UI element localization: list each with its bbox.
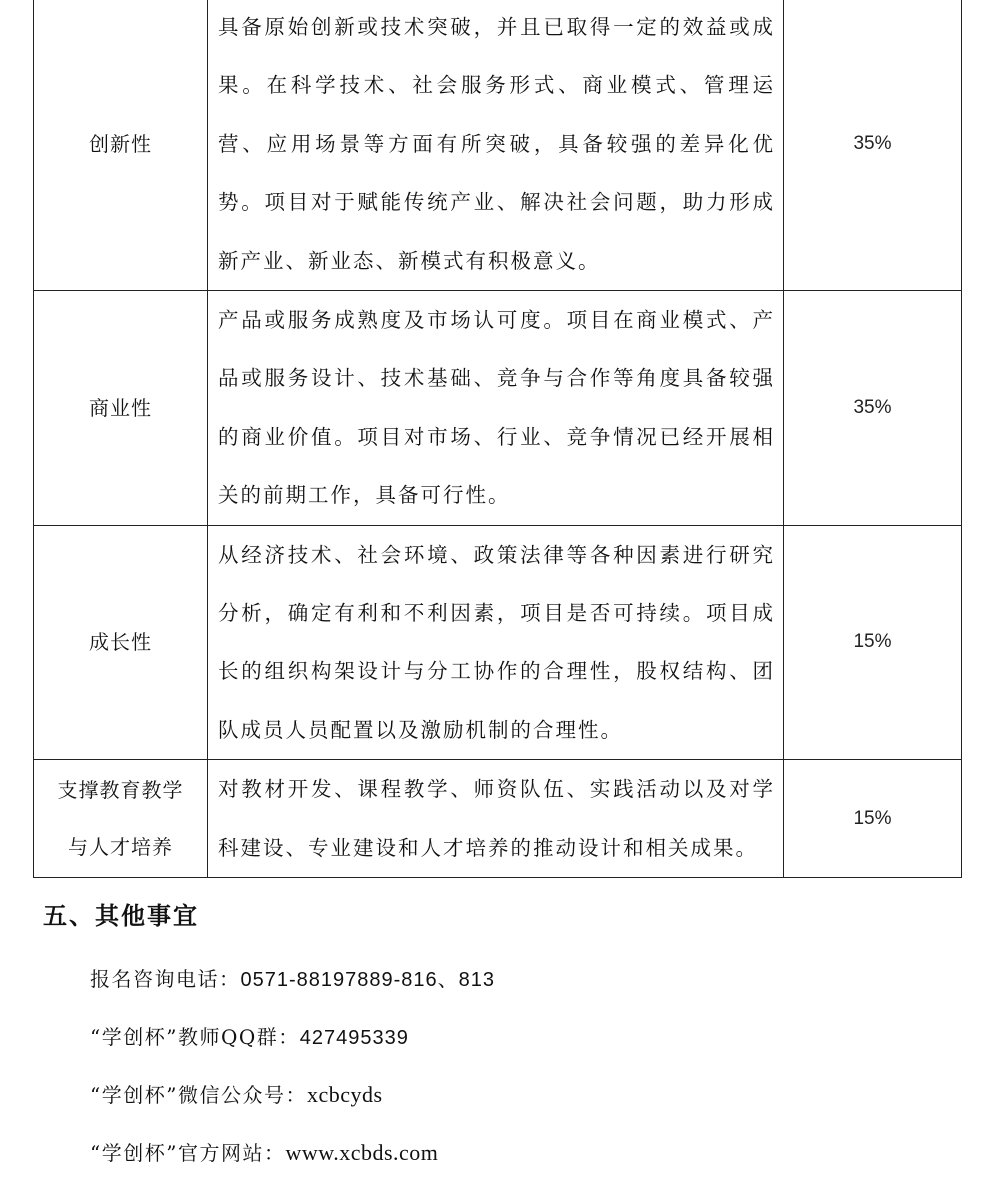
criterion-description: 产品或服务成熟度及市场认可度。项目在商业模式、产品或服务设计、技术基础、竞争与合作等角度具备较强的商业价值。项目对市场、行业、竞争情况已经开展相关的前期工作，具备可行性。	[208, 291, 784, 526]
criterion-name: 成长性	[89, 630, 152, 655]
evaluation-criteria-table	[33, 0, 962, 878]
website-link[interactable]: www.xcbds.com	[285, 1140, 439, 1165]
contact-label: “学创杯”微信公众号：	[90, 1083, 307, 1107]
contact-label: “学创杯”官方网站：	[90, 1141, 286, 1165]
criterion-weight: 15%	[784, 525, 962, 760]
criterion-name-cell	[34, 291, 208, 526]
contact-value: xcbcyds	[306, 1082, 383, 1107]
criterion-description: 对教材开发、课程教学、师资队伍、实践活动以及对学科建设、专业建设和人才培养的推动设计和相关成果。	[208, 760, 784, 878]
criterion-description: 从经济技术、社会环境、政策法律等各种因素进行研究分析，确定有利和不利因素，项目是否可持续。项目成长的组织构架设计与分工协作的合理性，股权结构、团队成员人员配置以及激励机制的合理性。	[208, 525, 784, 760]
table-row	[34, 291, 962, 526]
criterion-name-line: 支撑教育教学	[57, 777, 184, 802]
contact-value: 0571-88197889-816、813	[240, 969, 496, 991]
contact-label: 报名咨询电话：	[90, 967, 241, 991]
criterion-name: 创新性	[89, 132, 152, 157]
contact-website	[90, 1137, 438, 1166]
criterion-weight: 35%	[784, 291, 962, 526]
criterion-name-cell	[34, 0, 208, 291]
criterion-name: 商业性	[89, 395, 152, 420]
table-row	[34, 760, 962, 878]
contact-wechat	[90, 1079, 383, 1108]
contact-qq-group	[90, 1021, 409, 1050]
table-row	[34, 525, 962, 760]
criterion-description: 具备原始创新或技术突破，并且已取得一定的效益或成果。在科学技术、社会服务形式、商业模式、管理运营、应用场景等方面有所突破，具备较强的差异化优势。项目对于赋能传统产业、解决社会问题，助力形成新产业、新业态、新模式有积极意义。	[208, 0, 784, 291]
contact-phone	[90, 963, 495, 992]
criterion-weight: 15%	[784, 760, 962, 878]
section-heading: 五、其他事宜	[43, 901, 199, 930]
contact-label: “学创杯”教师QQ群：	[90, 1025, 300, 1049]
criterion-weight: 35%	[784, 0, 962, 291]
criterion-name-line: 与人才培养	[68, 834, 173, 859]
criterion-name-cell	[34, 760, 208, 878]
contact-value: 427495339	[299, 1027, 409, 1049]
criterion-name-cell	[34, 525, 208, 760]
table-row	[34, 0, 962, 291]
